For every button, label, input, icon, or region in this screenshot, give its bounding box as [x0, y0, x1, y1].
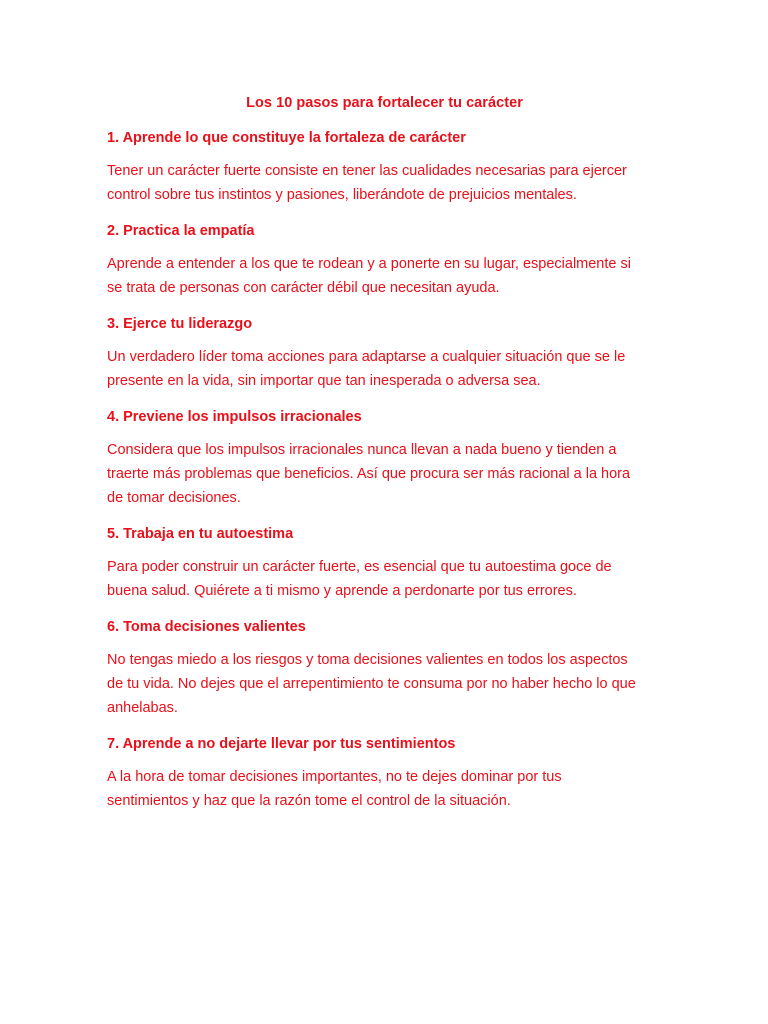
body-line: Para poder construir un carácter fuerte, es esencial que tu autoestima goce de: [107, 559, 612, 575]
section-body: [107, 555, 662, 603]
section-heading: 3. Ejerce tu liderazgo: [107, 316, 253, 332]
body-line: control sobre tus instintos y pasiones, liberándote de prejuicios mentales.: [107, 187, 577, 203]
body-line: buena salud. Quiérete a ti mismo y aprende a perdonarte por tus errores.: [107, 583, 577, 599]
body-line: anhelabas.: [107, 700, 178, 716]
section-heading: 7. Aprende a no dejarte llevar por tus sentimientos: [107, 736, 456, 752]
section-3: [107, 313, 662, 393]
section-body: [107, 345, 662, 393]
document-title: Los 10 pasos para fortalecer tu carácter: [246, 95, 523, 111]
section-body: [107, 648, 662, 720]
section-6: [107, 616, 662, 720]
body-line: traerte más problemas que beneficios. Así que procura ser más racional a la hora: [107, 466, 631, 482]
body-line: se trata de personas con carácter débil que necesitan ayuda.: [107, 280, 500, 296]
document-sections: [107, 127, 662, 813]
section-5: [107, 523, 662, 603]
section-heading: 4. Previene los impulsos irracionales: [107, 409, 362, 425]
section-heading: 2. Practica la empatía: [107, 223, 255, 239]
body-line: Tener un carácter fuerte consiste en tener las cualidades necesarias para ejercer: [107, 163, 627, 179]
section-4: [107, 406, 662, 510]
body-line: Un verdadero líder toma acciones para adaptarse a cualquier situación que se le: [107, 349, 626, 365]
section-7: [107, 733, 662, 813]
body-line: Considera que los impulsos irracionales nunca llevan a nada bueno y tienden a: [107, 442, 617, 458]
section-1: [107, 127, 662, 207]
section-heading: 5. Trabaja en tu autoestima: [107, 526, 294, 542]
section-2: [107, 220, 662, 300]
body-line: de tu vida. No dejes que el arrepentimiento te consuma por no haber hecho lo que: [107, 676, 636, 692]
body-line: sentimientos y haz que la razón tome el control de la situación.: [107, 793, 511, 809]
body-line: No tengas miedo a los riesgos y toma decisiones valientes en todos los aspectos: [107, 652, 628, 668]
section-heading: 1. Aprende lo que constituye la fortaleza de carácter: [107, 130, 466, 146]
body-line: presente en la vida, sin importar que tan inesperada o adversa sea.: [107, 373, 541, 389]
section-heading: 6. Toma decisiones valientes: [107, 619, 306, 635]
section-body: [107, 438, 662, 510]
body-line: A la hora de tomar decisiones importantes, no te dejes dominar por tus: [107, 769, 562, 785]
section-body: [107, 159, 662, 207]
body-line: Aprende a entender a los que te rodean y a ponerte en su lugar, especialmente si: [107, 256, 631, 272]
body-line: de tomar decisiones.: [107, 490, 241, 506]
section-body: [107, 765, 662, 813]
section-body: [107, 252, 662, 300]
